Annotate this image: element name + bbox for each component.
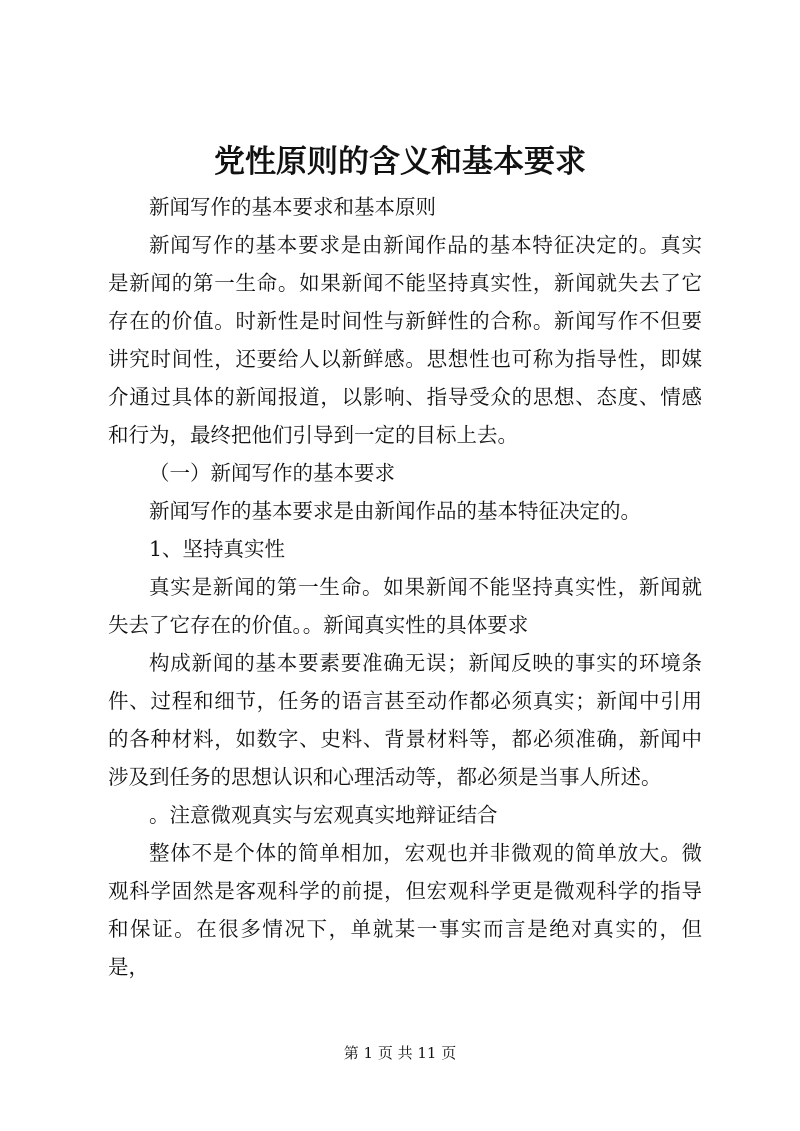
- paragraph-requirements: 新闻写作的基本要求是由新闻作品的基本特征决定的。: [149, 499, 641, 523]
- section-heading-micro-macro: 。注意微观真实与宏观真实地辩证结合: [149, 803, 498, 827]
- document-title: 党性原则的含义和基本要求: [214, 144, 586, 180]
- paragraph-authenticity: 真实是新闻的第一生命。如果新闻不能坚持真实性，新闻就失去了它存在的价值。。新闻真实性的具体要求: [108, 575, 702, 637]
- paragraph-intro: 新闻写作的基本要求是由新闻作品的基本特征决定的。真实是新闻的第一生命。如果新闻不能坚持真实性，新闻就失去了它存在的价值。时新性是时间性与新鲜性的合称。新闻写作不但要讲究时间性，还要给人以新鲜感。思想性也可称为指导性，即媒介通过具体的新闻报道，以影响、指导受众的思想、态度、情感和行为，最终把他们引导到一定的目标上去。: [108, 233, 702, 447]
- page-footer: 第 1 页 共 11 页: [343, 1044, 457, 1062]
- section-heading-requirements: （一）新闻写作的基本要求: [149, 461, 395, 485]
- document-body: [108, 188, 702, 986]
- section-heading-authenticity: 1、坚持真实性: [149, 537, 286, 561]
- paragraph-subtitle: 新闻写作的基本要求和基本原则: [149, 195, 436, 219]
- paragraph-elements: 构成新闻的基本要素要准确无误；新闻反映的事实的环境条件、过程和细节，任务的语言甚至动作都必须真实；新闻中引用的各种材料，如数字、史料、背景材料等，都必须准确，新闻中涉及到任务的思想认识和心理活动等，都必须是当事人所述。: [108, 651, 702, 789]
- paragraph-micro-macro: 整体不是个体的简单相加，宏观也并非微观的简单放大。微观科学固然是客观科学的前提，但宏观科学更是微观科学的指导和保证。在很多情况下，单就某一事实而言是绝对真实的，但是，: [108, 841, 702, 979]
